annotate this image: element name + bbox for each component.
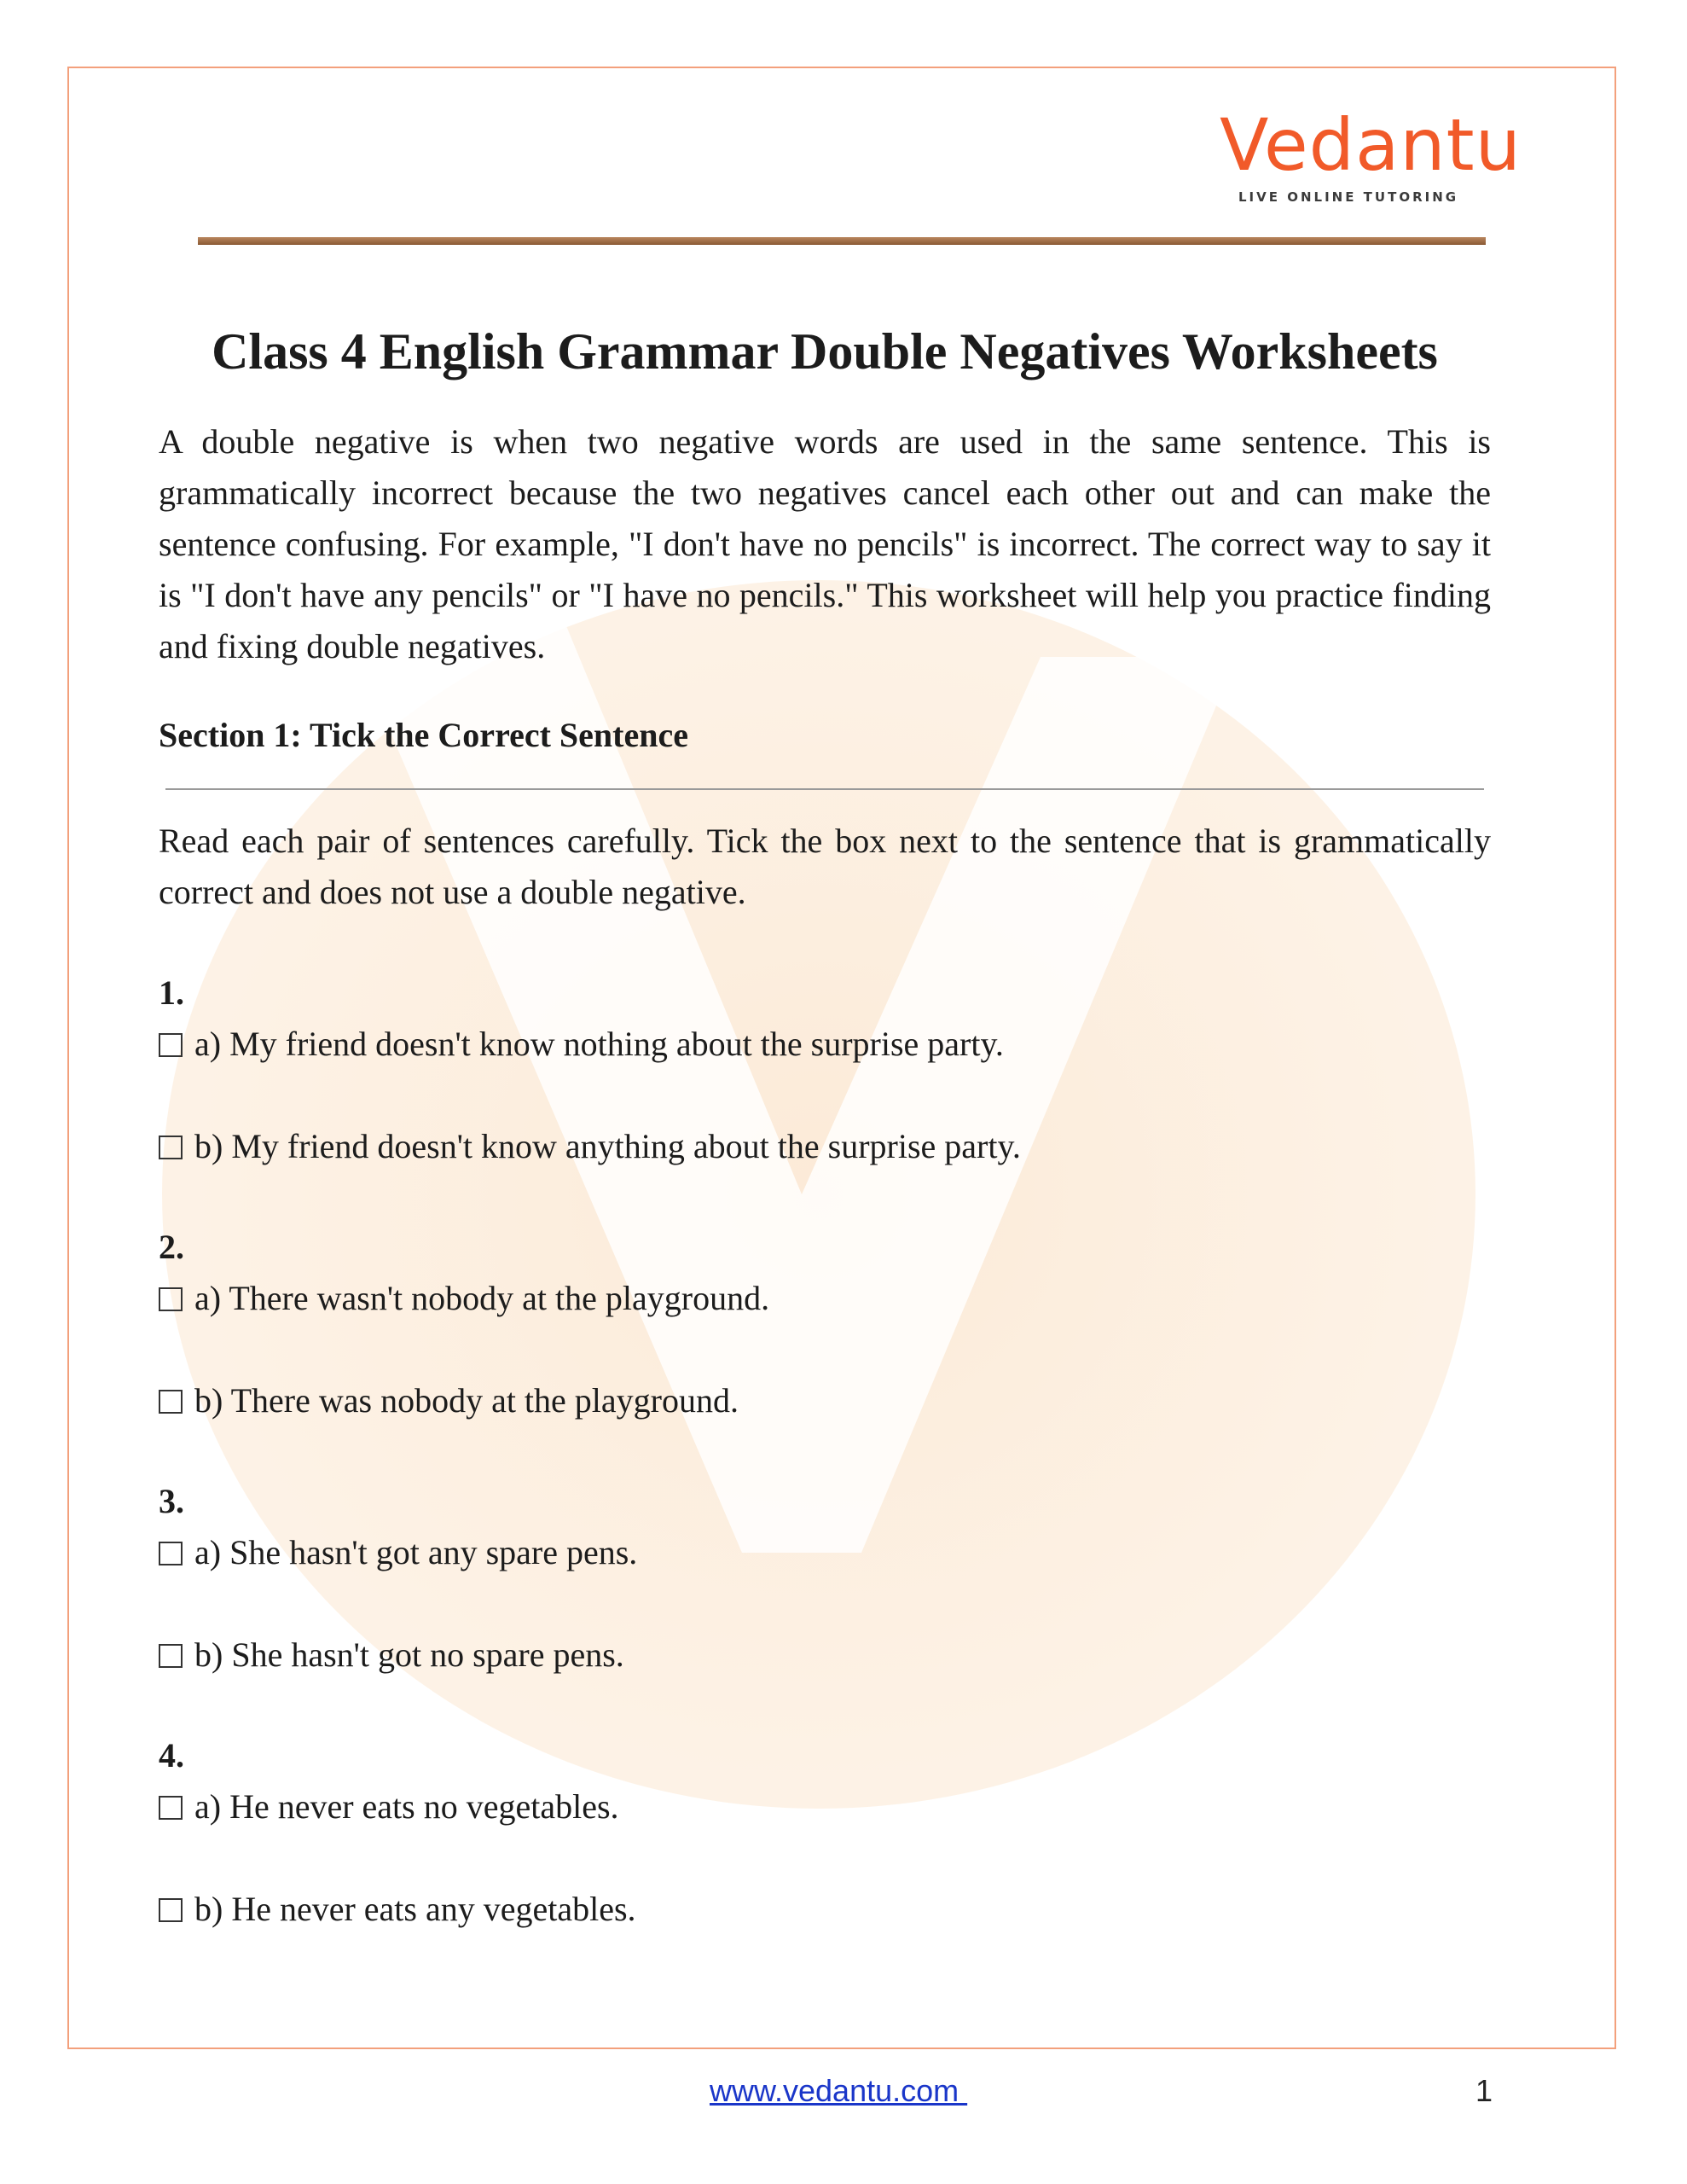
checkbox-icon[interactable]	[159, 1390, 183, 1414]
question-number: 2.	[159, 1228, 184, 1266]
option-row[interactable]	[159, 1375, 1491, 1426]
logo-tagline: LIVE ONLINE TUTORING	[1238, 189, 1459, 205]
option-text: a) He never eats no vegetables.	[194, 1787, 619, 1826]
option-row[interactable]	[159, 1121, 1491, 1172]
checkbox-icon[interactable]	[159, 1033, 183, 1057]
page-number: 1	[1475, 2073, 1493, 2108]
option-text: a) She hasn't got any spare pens.	[194, 1533, 638, 1571]
option-row[interactable]	[159, 1019, 1491, 1070]
section-1-heading: Section 1: Tick the Correct Sentence	[159, 716, 688, 754]
vedantu-logo	[1220, 103, 1522, 212]
question-number: 4.	[159, 1736, 184, 1774]
page-title: Class 4 English Grammar Double Negatives Worksheets	[212, 323, 1438, 380]
logo-wordmark: Vedantu	[1220, 103, 1522, 187]
option-text: b) My friend doesn't know anything about the surprise party.	[194, 1127, 1021, 1165]
worksheet-content	[159, 321, 1491, 1935]
intro-paragraph: A double negative is when two negative words are used in the same sentence. This is grammatically incorrect because the two negatives cancel each other out and can make the sentence confusing. For example, "I don't have no pencils" is incorrect. The correct way to say it is "I don't have any pencils" or "I have no pencils." This worksheet will help you practice finding and fixing double negatives.	[159, 422, 1491, 665]
checkbox-icon[interactable]	[159, 1542, 183, 1565]
question-list	[159, 967, 1491, 1935]
footer-website-link[interactable]: www.vedantu.com	[710, 2073, 968, 2108]
option-row[interactable]	[159, 1629, 1491, 1681]
question-number: 3.	[159, 1482, 184, 1520]
option-row[interactable]	[159, 1884, 1491, 1935]
option-text: a) My friend doesn't know nothing about the surprise party.	[194, 1025, 1004, 1063]
option-row[interactable]	[159, 1781, 1491, 1833]
option-text: b) There was nobody at the playground.	[194, 1381, 739, 1420]
section-1-instructions: Read each pair of sentences carefully. Tick the box next to the sentence that is grammatically correct and does not use a double negative.	[159, 822, 1491, 911]
checkbox-icon[interactable]	[159, 1136, 183, 1159]
header-divider	[198, 237, 1486, 245]
option-text: a) There wasn't nobody at the playground.	[194, 1279, 770, 1317]
checkbox-icon[interactable]	[159, 1644, 183, 1668]
option-row[interactable]	[159, 1273, 1491, 1324]
checkbox-icon[interactable]	[159, 1287, 183, 1311]
option-text: b) She hasn't got no spare pens.	[194, 1635, 624, 1674]
checkbox-icon[interactable]	[159, 1898, 183, 1922]
question-number: 1.	[159, 973, 184, 1012]
option-text: b) He never eats any vegetables.	[194, 1890, 636, 1928]
section-divider	[165, 788, 1484, 790]
checkbox-icon[interactable]	[159, 1796, 183, 1820]
option-row[interactable]	[159, 1527, 1491, 1578]
